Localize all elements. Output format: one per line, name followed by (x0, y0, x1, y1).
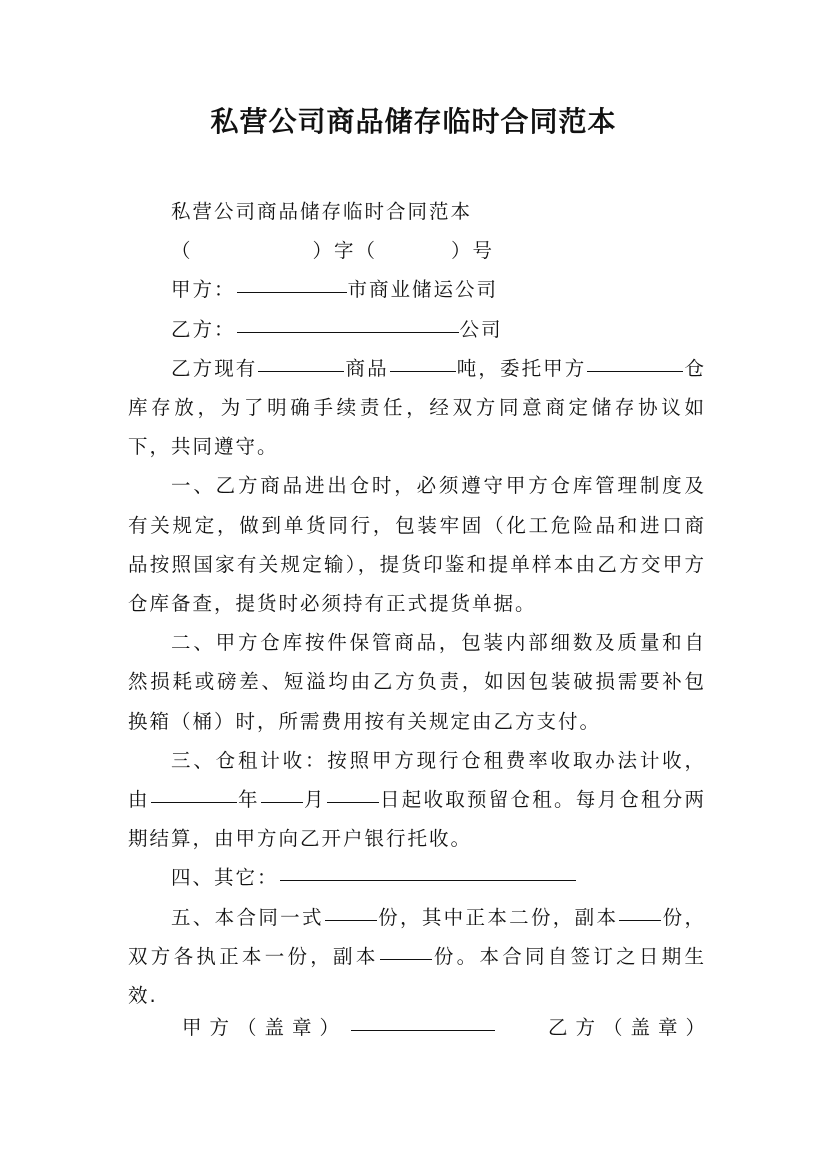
clause-3 (128, 741, 706, 859)
party-b-seal-label: 乙方（盖章） (548, 1016, 714, 1039)
clause-3-text-1: 三、仓租计收：按照甲方现行仓租费率收取办法计收，由 (128, 748, 706, 811)
clause-4-label: 四、其它： (171, 866, 279, 890)
warehouse-blank (587, 351, 683, 372)
start-month-blank (261, 782, 303, 803)
party-b-line (128, 310, 706, 349)
party-b-label: 乙方： (171, 317, 236, 341)
clause-1: 一、乙方商品进出仓时，必须遵守甲方仓库管理制度及有关规定，做到单货同行，包装牢固（化工危险品和进口商品按照国家有关规定输），提货印鉴和提单样本由乙方交甲方仓库备查，提货时必须持有正式提货单据。 (128, 474, 706, 615)
document-body (128, 192, 706, 1015)
intro-text-4: 仓库存放，为了明确手续责任，经双方同意商定储存协议如下，共同遵守。 (128, 356, 706, 459)
intro-paragraph (128, 349, 706, 467)
ref-open: （ (171, 239, 193, 263)
clause-4 (128, 858, 706, 897)
clause-5-text-2: 份，其中正本二份，副本 (377, 905, 619, 929)
clause-5-text-4: 份。本合同自签订之日期生效. (128, 944, 706, 1007)
party-b-signature (548, 1012, 713, 1040)
party-b-blank (237, 312, 459, 333)
party-a-suffix: 市商业储运公司 (347, 278, 499, 302)
goods-name-blank (258, 351, 344, 372)
intro-text-3: 吨，委托甲方 (456, 356, 587, 380)
party-a-label: 甲方： (171, 278, 236, 302)
intro-text-1: 乙方现有 (171, 356, 258, 380)
start-year-blank (151, 782, 237, 803)
party-a-line (128, 270, 706, 309)
intro-text-2: 商品 (345, 356, 389, 380)
party-a-seal-blank (351, 1010, 495, 1031)
clause-2: 二、甲方仓库按件保管商品，包装内部细数及质量和自然损耗或磅差、短溢均由乙方负责，如因包装破损需要补包换箱（桶）时，所需费用按有关规定由乙方支付。 (128, 631, 706, 733)
party-b-suffix: 公司 (459, 317, 503, 341)
ref-hao: ）号 (451, 239, 495, 263)
subtitle-line (128, 192, 706, 231)
subtitle: 私营公司商品储存临时合同范本 (171, 200, 473, 223)
clause-5-text-3: 份，双方各执正本一份，副本 (128, 905, 706, 968)
party-a-blank (237, 272, 347, 293)
other-terms-blank (280, 860, 576, 881)
duplicate-count-blank (619, 900, 661, 921)
clause-5 (128, 898, 706, 1016)
start-day-blank (327, 782, 379, 803)
clause-3-text-4: 日起收取预留仓租。每月仓租分两期结算，由甲方向乙开户银行托收。 (128, 787, 706, 851)
party-a-signature (182, 1012, 496, 1040)
document-title: 私营公司商品储存临时合同范本 (210, 105, 617, 138)
clause-3-text-2: 年 (237, 787, 260, 811)
signature-row (0, 1012, 827, 1052)
each-duplicate-blank (380, 939, 432, 960)
party-a-seal-label: 甲方（盖章） (182, 1016, 348, 1039)
clause-3-text-3: 月 (303, 787, 326, 811)
ref-zi: ）字（ (312, 239, 378, 263)
clause-5-text-1: 五、本合同一式 (171, 905, 324, 929)
reference-number-line (128, 231, 706, 270)
copies-blank (325, 900, 377, 921)
tonnage-blank (390, 351, 456, 372)
